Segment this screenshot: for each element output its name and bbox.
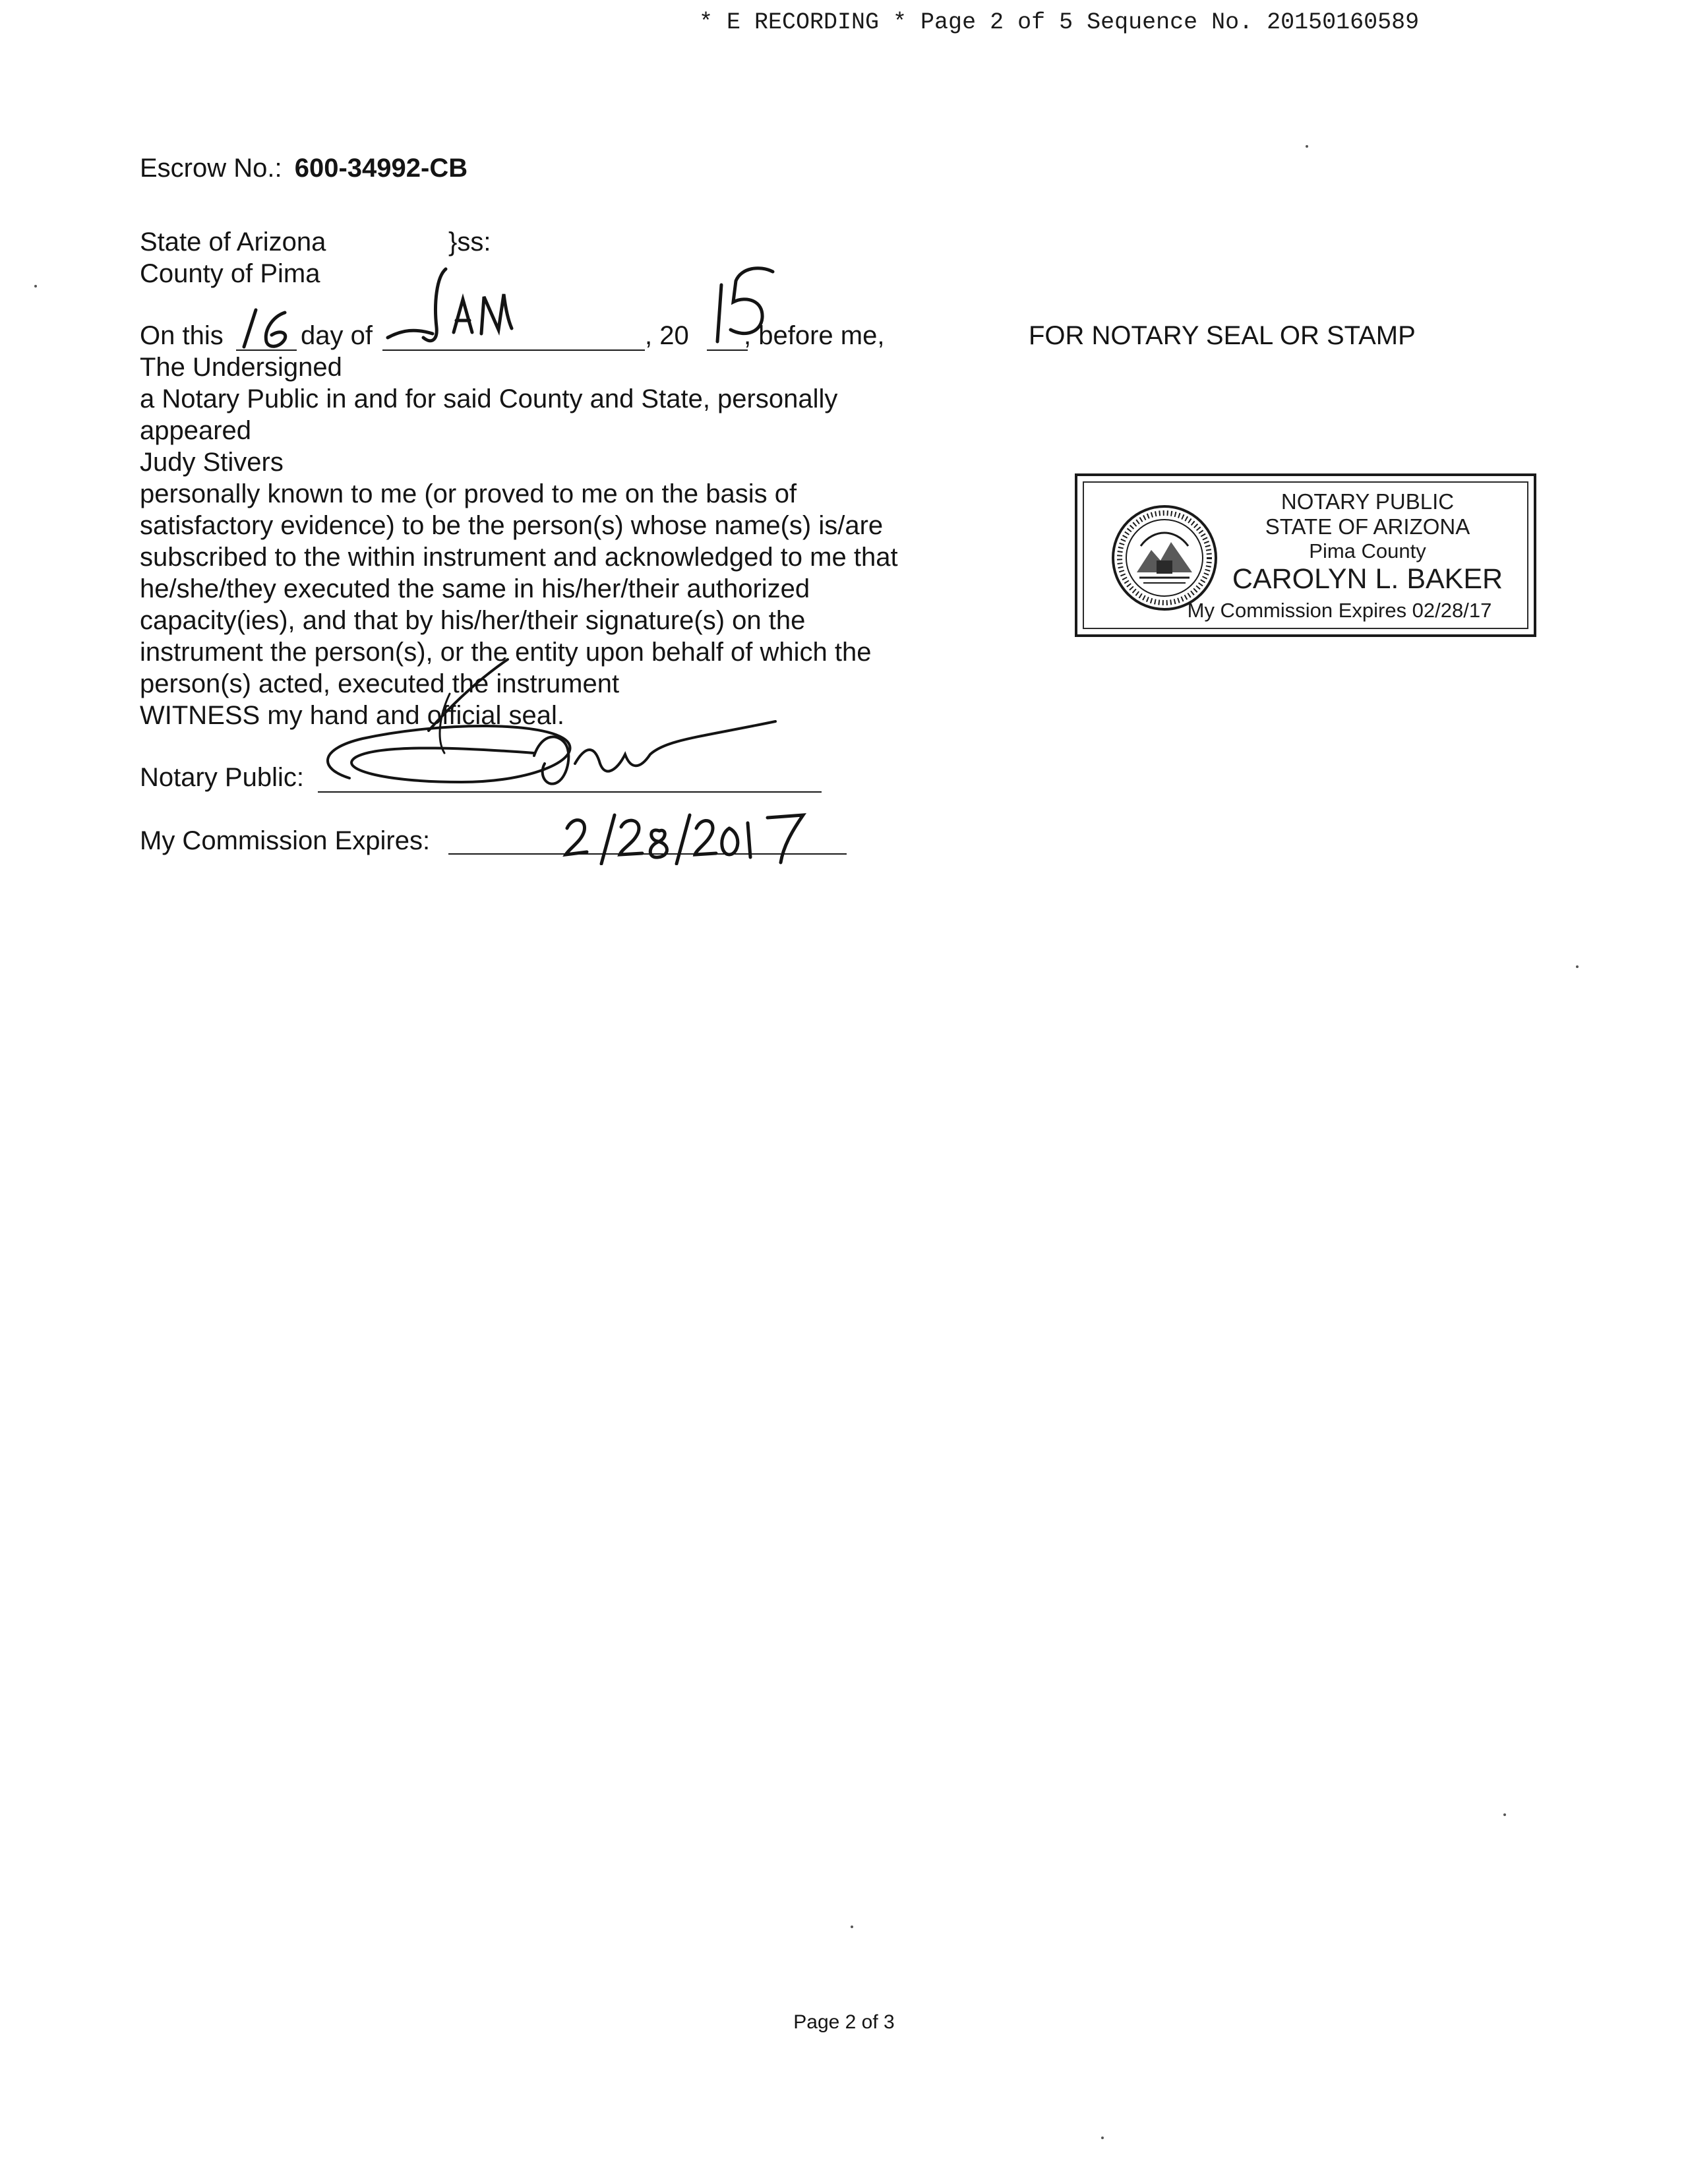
- arizona-seal-icon: [1110, 504, 1219, 612]
- scan-speck: [1306, 145, 1308, 148]
- ack-line-7: person(s) acted, executed the instrument: [140, 669, 620, 698]
- scan-speck: [1101, 2137, 1104, 2139]
- escrow-number: 600-34992-CB: [294, 154, 468, 183]
- seal-area-label: FOR NOTARY SEAL OR STAMP: [1029, 321, 1416, 350]
- commission-expires-label: My Commission Expires:: [140, 826, 431, 855]
- stamp-expiration: My Commission Expires 02/28/17: [1187, 599, 1492, 622]
- notary-stamp: [1075, 473, 1536, 637]
- handwritten-year: [707, 261, 786, 353]
- ack-line-2: satisfactory evidence) to be the person(s) whose name(s) is/are: [140, 511, 884, 540]
- day-of-label: day of: [301, 321, 373, 350]
- escrow-line: [140, 153, 467, 184]
- stamp-notary-name: CAROLYN L. BAKER: [1232, 563, 1503, 595]
- venue-county: County of Pima: [140, 259, 320, 288]
- scan-speck: [851, 1926, 853, 1928]
- escrow-label: Escrow No.:: [140, 154, 282, 183]
- recording-header: * E RECORDING * Page 2 of 5 Sequence No. 20150160589: [699, 9, 1420, 36]
- venue-ss: }ss:: [448, 228, 491, 257]
- scan-speck: [1576, 965, 1579, 968]
- stamp-title: NOTARY PUBLIC: [1281, 489, 1455, 514]
- stamp-county: Pima County: [1309, 539, 1426, 562]
- scan-speck: [34, 285, 37, 288]
- scan-speck: [1503, 1813, 1506, 1816]
- notary-public-label: Notary Public:: [140, 763, 304, 792]
- handwritten-commission-date: [560, 808, 811, 865]
- page-footer: Page 2 of 3: [793, 2011, 895, 2033]
- ack-line-appeared: appeared: [140, 416, 252, 445]
- ack-line-1: personally known to me (or proved to me on the basis of: [140, 479, 797, 508]
- before-me-label: , before me,: [744, 321, 885, 350]
- stamp-state: STATE OF ARIZONA: [1265, 514, 1470, 539]
- ack-line-4: he/she/they executed the same in his/her/their authorized: [140, 574, 810, 603]
- ack-line-6: instrument the person(s), or the entity upon behalf of which the: [140, 638, 872, 667]
- signer-name: Judy Stivers: [140, 448, 284, 477]
- on-this-label: On this: [140, 321, 224, 350]
- witness-line: WITNESS my hand and official seal.: [140, 701, 564, 730]
- officer-name: The Undersigned: [140, 353, 342, 382]
- ack-line-notary: a Notary Public in and for said County and State, personally: [140, 384, 838, 413]
- ack-line-5: capacity(ies), and that by his/her/their signature(s) on the: [140, 606, 806, 635]
- venue-state: State of Arizona: [140, 228, 326, 257]
- year-prefix: , 20: [645, 321, 689, 350]
- handwritten-month: [382, 264, 528, 356]
- notary-signature-drawing: [310, 653, 785, 804]
- handwritten-day: [237, 303, 297, 353]
- ack-line-3: subscribed to the within instrument and acknowledged to me that: [140, 543, 898, 572]
